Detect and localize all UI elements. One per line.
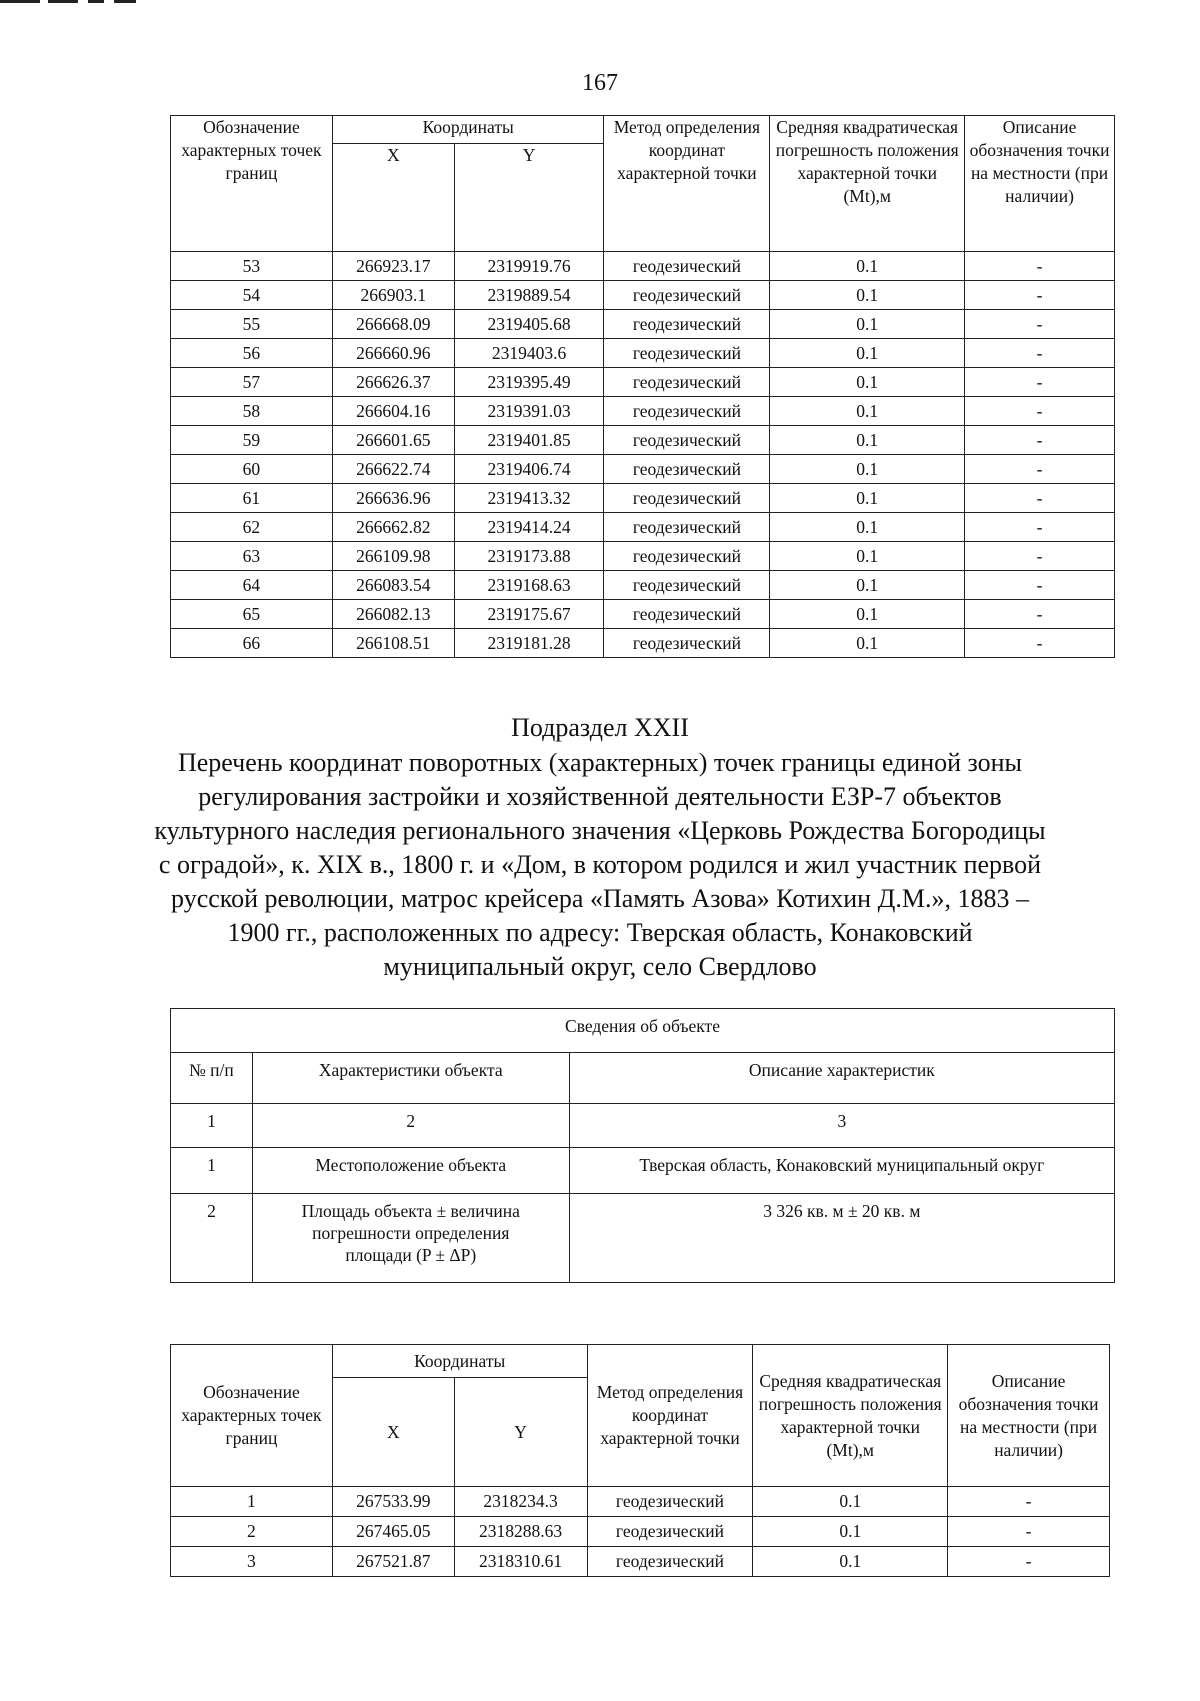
table-row [171, 310, 1115, 339]
error: 0.1 [753, 1487, 948, 1517]
coord-y: 2318310.61 [454, 1547, 587, 1577]
error: 0.1 [770, 455, 965, 484]
method: геодезический [604, 281, 770, 310]
table-row [171, 513, 1115, 542]
point-number: 54 [171, 281, 333, 310]
coordinates-table-2 [170, 1344, 1110, 1577]
header-characteristic-description: Описание характеристик [569, 1053, 1114, 1104]
method: геодезический [604, 513, 770, 542]
section-title: Перечень координат поворотных (характерных) точек границы единой зоны регулирования застройки и хозяйственной деятельности ЕЗР-7 объектов культурного наследия регионального значения «Церковь Рождества Богородицы с оградой», к. XIX в., 1800 г. и «Дом, в котором родился и жил участник первой русской революции, матрос крейсера «Память Азова» Котихин Д.М.», 1883 – 1900 гг., расположенных по адресу: Тверская область, Конаковский муниципальный округ, село Свердлово [154, 748, 1046, 981]
error: 0.1 [770, 281, 965, 310]
header-error: Средняя квадратическая погрешность положения характерной точки (Mt),м [770, 116, 965, 252]
error: 0.1 [753, 1517, 948, 1547]
coord-y: 2319414.24 [454, 513, 604, 542]
row-characteristic: Площадь объекта ± величина погрешности определения площади (P ± ΔP) [252, 1194, 569, 1283]
coord-y: 2319173.88 [454, 542, 604, 571]
header-error: Средняя квадратическая погрешность положения характерной точки (Mt),м [753, 1345, 948, 1487]
method: геодезический [604, 310, 770, 339]
index-cell: 2 [252, 1104, 569, 1148]
error: 0.1 [770, 542, 965, 571]
coord-x: 266083.54 [332, 571, 454, 600]
method: геодезический [604, 426, 770, 455]
header-x: X [332, 1378, 454, 1487]
method: геодезический [604, 252, 770, 281]
coord-y: 2319391.03 [454, 397, 604, 426]
header-x: X [332, 144, 454, 252]
error: 0.1 [770, 426, 965, 455]
row-num: 2 [171, 1194, 253, 1283]
method: геодезический [587, 1487, 753, 1517]
coord-x: 266903.1 [332, 281, 454, 310]
description: - [965, 542, 1115, 571]
coord-y: 2319406.74 [454, 455, 604, 484]
point-number: 58 [171, 397, 333, 426]
description: - [965, 571, 1115, 600]
error: 0.1 [770, 397, 965, 426]
coord-y: 2319168.63 [454, 571, 604, 600]
coord-y: 2319413.32 [454, 484, 604, 513]
object-table-caption: Сведения об объекте [171, 1009, 1115, 1053]
description: - [948, 1517, 1110, 1547]
row-characteristic: Местоположение объекта [252, 1148, 569, 1194]
method: геодезический [604, 600, 770, 629]
header-description: Описание обозначения точки на местности (при наличии) [948, 1345, 1110, 1487]
table-row [171, 339, 1115, 368]
method: геодезический [604, 339, 770, 368]
point-number: 55 [171, 310, 333, 339]
header-description: Описание обозначения точки на местности (при наличии) [965, 116, 1115, 252]
table-row [171, 281, 1115, 310]
method: геодезический [604, 368, 770, 397]
error: 0.1 [770, 484, 965, 513]
coord-x: 266622.74 [332, 455, 454, 484]
table-row [171, 484, 1115, 513]
description: - [965, 426, 1115, 455]
object-info-table [170, 1008, 1115, 1283]
coord-x: 266626.37 [332, 368, 454, 397]
point-number: 53 [171, 252, 333, 281]
row-characteristic-value: 3 326 кв. м ± 20 кв. м [569, 1194, 1114, 1283]
point-number: 63 [171, 542, 333, 571]
header-y: Y [454, 144, 604, 252]
coord-x: 266636.96 [332, 484, 454, 513]
method: геодезический [604, 542, 770, 571]
point-number: 3 [171, 1547, 333, 1577]
table-row [171, 1547, 1110, 1577]
header-coordinates: Координаты [332, 1345, 587, 1378]
coord-x: 266662.82 [332, 513, 454, 542]
error: 0.1 [770, 629, 965, 658]
description: - [965, 397, 1115, 426]
coord-x: 266108.51 [332, 629, 454, 658]
point-number: 56 [171, 339, 333, 368]
method: геодезический [604, 397, 770, 426]
coord-x: 267533.99 [332, 1487, 454, 1517]
coord-y: 2319181.28 [454, 629, 604, 658]
point-number: 1 [171, 1487, 333, 1517]
coord-y: 2319401.85 [454, 426, 604, 455]
coord-y: 2319889.54 [454, 281, 604, 310]
point-number: 64 [171, 571, 333, 600]
coord-y: 2318234.3 [454, 1487, 587, 1517]
coord-x: 266604.16 [332, 397, 454, 426]
error: 0.1 [770, 600, 965, 629]
index-cell: 3 [569, 1104, 1114, 1148]
coord-y: 2318288.63 [454, 1517, 587, 1547]
header-coordinates: Координаты [332, 116, 604, 144]
point-number: 60 [171, 455, 333, 484]
point-number: 59 [171, 426, 333, 455]
top-edge-line [88, 0, 104, 3]
method: геодезический [587, 1517, 753, 1547]
table-row [171, 1487, 1110, 1517]
row-num: 1 [171, 1148, 253, 1194]
coord-x: 266660.96 [332, 339, 454, 368]
header-method: Метод определения координат характерной точки [604, 116, 770, 252]
method: геодезический [604, 629, 770, 658]
description: - [965, 252, 1115, 281]
table-row [171, 368, 1115, 397]
coord-x: 266668.09 [332, 310, 454, 339]
description: - [965, 600, 1115, 629]
header-y: Y [454, 1378, 587, 1487]
header-characteristic: Характеристики объекта [252, 1053, 569, 1104]
coordinates-table [170, 115, 1115, 658]
coord-x: 266082.13 [332, 600, 454, 629]
description: - [965, 368, 1115, 397]
description: - [965, 484, 1115, 513]
page-number: 167 [582, 70, 618, 96]
top-edge-line [0, 0, 40, 3]
table-row [171, 455, 1115, 484]
error: 0.1 [770, 339, 965, 368]
description: - [948, 1487, 1110, 1517]
header-num: № п/п [171, 1053, 253, 1104]
top-edge-line [114, 0, 136, 3]
method: геодезический [587, 1547, 753, 1577]
table-row [171, 252, 1115, 281]
point-number: 65 [171, 600, 333, 629]
point-number: 62 [171, 513, 333, 542]
method: геодезический [604, 455, 770, 484]
coord-y: 2319403.6 [454, 339, 604, 368]
error: 0.1 [753, 1547, 948, 1577]
row-characteristic-value: Тверская область, Конаковский муниципальный округ [569, 1148, 1114, 1194]
point-number: 2 [171, 1517, 333, 1547]
table-row [171, 426, 1115, 455]
description: - [948, 1547, 1110, 1577]
coord-x: 266109.98 [332, 542, 454, 571]
header-point: Обозначение характерных точек границ [171, 1345, 333, 1487]
table-row [171, 629, 1115, 658]
description: - [965, 281, 1115, 310]
table-row [171, 542, 1115, 571]
error: 0.1 [770, 252, 965, 281]
description: - [965, 339, 1115, 368]
subsection-heading: Подраздел XXII [511, 713, 689, 742]
point-number: 57 [171, 368, 333, 397]
coord-y: 2319175.67 [454, 600, 604, 629]
method: геодезический [604, 571, 770, 600]
coord-y: 2319395.49 [454, 368, 604, 397]
method: геодезический [604, 484, 770, 513]
index-cell: 1 [171, 1104, 253, 1148]
coord-x: 267521.87 [332, 1547, 454, 1577]
point-number: 66 [171, 629, 333, 658]
coord-x: 266601.65 [332, 426, 454, 455]
point-number: 61 [171, 484, 333, 513]
coord-x: 266923.17 [332, 252, 454, 281]
table-row [171, 571, 1115, 600]
coord-x: 267465.05 [332, 1517, 454, 1547]
table-row [171, 397, 1115, 426]
table-row [171, 1517, 1110, 1547]
error: 0.1 [770, 513, 965, 542]
top-edge-line [48, 0, 78, 3]
description: - [965, 310, 1115, 339]
coord-y: 2319919.76 [454, 252, 604, 281]
coord-y: 2319405.68 [454, 310, 604, 339]
error: 0.1 [770, 571, 965, 600]
error: 0.1 [770, 310, 965, 339]
table-row [171, 600, 1115, 629]
description: - [965, 629, 1115, 658]
error: 0.1 [770, 368, 965, 397]
description: - [965, 455, 1115, 484]
header-method: Метод определения координат характерной точки [587, 1345, 753, 1487]
header-point: Обозначение характерных точек границ [171, 116, 333, 252]
description: - [965, 513, 1115, 542]
